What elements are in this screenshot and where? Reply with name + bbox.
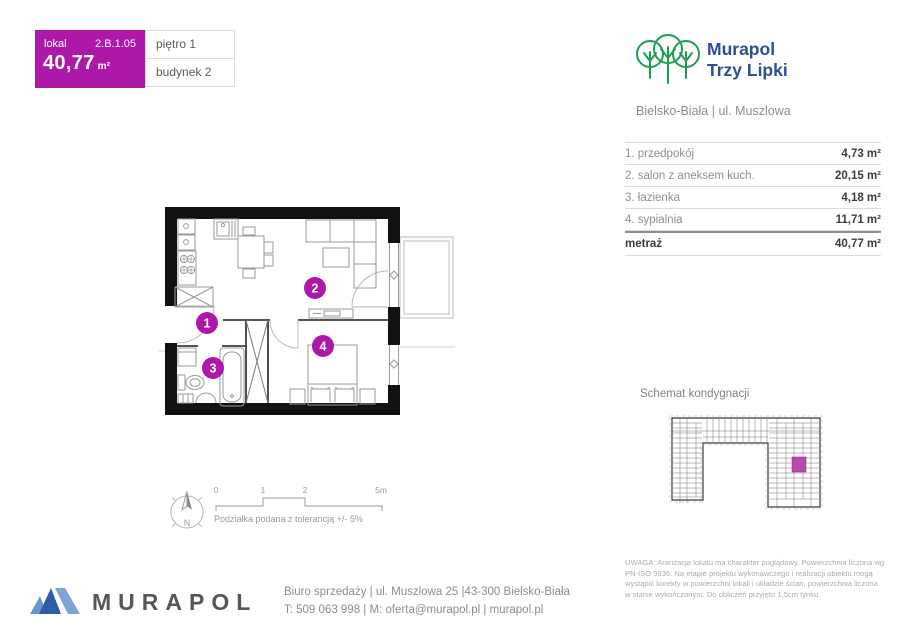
- floor-plan: [158, 198, 458, 423]
- scale-tick-0: 0: [213, 485, 219, 495]
- room-area: 4,73 m²: [841, 147, 881, 160]
- area-unit: m²: [97, 61, 111, 72]
- area-value: 40,77: [43, 52, 95, 74]
- room-marker-3: [202, 357, 224, 379]
- room-label: 3. łazienka: [625, 191, 680, 204]
- svg-text:1: 1: [203, 316, 211, 331]
- svg-text:3: 3: [209, 361, 217, 376]
- floor-schematic: [663, 415, 833, 511]
- unit-number: 2.B.1.05: [95, 38, 136, 50]
- brand-name-line2: Trzy Lipki: [707, 60, 788, 80]
- murapol-wordmark: MURAPOL: [92, 589, 258, 615]
- total-row: [625, 231, 881, 256]
- brand-name-line1: Murapol: [707, 39, 776, 59]
- room-row: [625, 187, 881, 209]
- floor-cell: piętro 1: [145, 30, 235, 59]
- room-markers: [196, 277, 334, 379]
- room-label: 2. salon z aneksem kuch.: [625, 169, 755, 182]
- floor-schematic-title: Schemat kondygnacji: [640, 388, 750, 400]
- schematic-highlighted-unit: [792, 457, 806, 472]
- room-marker-2: [304, 277, 326, 299]
- scale-note: Podziałka podana z tolerancją +/- 5%: [214, 514, 363, 524]
- wardrobe-icon: [246, 320, 268, 403]
- address-line: Biuro sprzedaży | ul. Muszlowa 25 |43-300 Bielsko-Biała: [284, 586, 570, 598]
- room-row: [625, 142, 881, 165]
- rooms-table: [625, 142, 881, 256]
- room-label: 1. przedpokój: [625, 147, 695, 160]
- disclaimer-text: UWAGA: Aranżacja lokalu ma charakter poglądowy. Powierzchnia liczona wg PN-ISO 9836. Na etapie projektu wykonawczego i realizacji obiektu mogą wystąpić korekty w powierzchni lokali i układzie ścian, powierzchnia liczona w stanie wykończonym. Do obliczeń przyjęto 1,5cm tynku.: [625, 558, 885, 599]
- scale-tick-2: 2: [302, 485, 308, 495]
- room-area: 20,15 m²: [834, 169, 881, 182]
- scale-tick-1: 1: [260, 485, 266, 495]
- total-label: metraż: [625, 238, 663, 250]
- murapol-logo-icon: [28, 582, 84, 618]
- contact-line: T: 509 063 998 | M: oferta@murapol.pl | murapol.pl: [284, 603, 544, 616]
- compass-icon: [163, 483, 211, 535]
- door-swings: [177, 271, 388, 348]
- lokal-label: lokal: [44, 38, 67, 50]
- svg-text:2: 2: [311, 281, 319, 296]
- room-area: 11,71 m²: [835, 213, 881, 226]
- room-area: 4,18 m²: [841, 191, 881, 204]
- scale-bar: [212, 484, 392, 518]
- brand-name: [707, 39, 788, 81]
- scale-tick-5m: 5m: [375, 485, 387, 495]
- unit-card-meta: [145, 30, 235, 87]
- room-label: 4. sypialnia: [625, 213, 683, 226]
- room-row: [625, 165, 881, 187]
- location-text: Bielsko-Biała | ul. Muszlowa: [636, 104, 791, 118]
- room-marker-4: [312, 335, 334, 357]
- sales-office-info: [284, 584, 570, 619]
- compass-north-label: N: [183, 518, 191, 528]
- trees-logo-icon: [634, 28, 702, 88]
- svg-text:4: 4: [319, 339, 327, 354]
- unit-card: [35, 30, 145, 88]
- room-marker-1: [196, 312, 218, 334]
- total-area: 40,77 m²: [834, 238, 881, 250]
- balcony-outline: [400, 237, 453, 318]
- building-cell: budynek 2: [145, 58, 235, 87]
- room-row: [625, 209, 881, 231]
